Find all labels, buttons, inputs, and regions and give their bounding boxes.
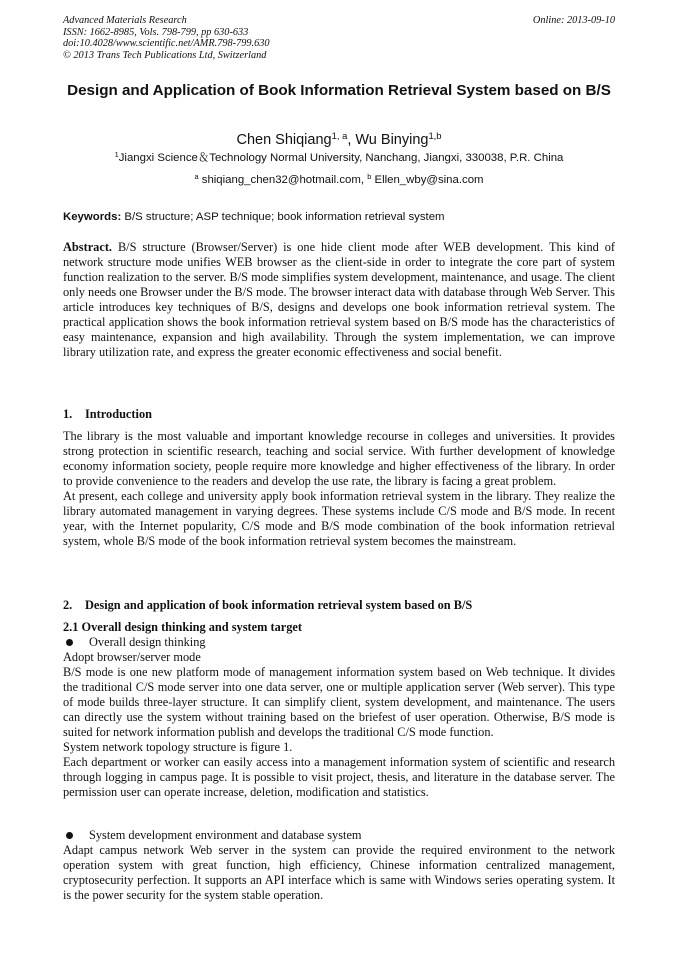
author-line: [63, 131, 615, 149]
bullet-overall-design-text: Overall design thinking: [89, 635, 206, 649]
doi-line: doi:10.4028/www.scientific.net/AMR.798-799.630: [63, 38, 270, 49]
paper-title: Design and Application of Book Information Retrieval System based on B/S: [67, 82, 611, 99]
abstract: [63, 240, 615, 360]
abstract-text: B/S structure (Browser/Server) is one hide client mode after WEB development. This kind of network structure mode unifies WEB browser as the client-side in order to integrate the core part of system function realization to the server. B/S mode simplifies system development, maintenance, and usage. The client only needs one Browser under the B/S mode. The browser interact data with database through Web Server. This article introduces key techniques of B/S, designs and develops one book information retrieval system. The practical application shows the book information retrieval system based on B/S mode has the characteristics of easy maintenance, expansion and high availability. Through the system implementation, we can improve library utilization rate, and express the greater economic effectiveness and social benefit.: [63, 240, 615, 359]
section-2-paragraph-1: B/S mode is one new platform mode of management information system based on Web technique. It divides the traditional C/S mode server into one data server, one or multiple application server (Web server). This type of mode builds three-layer structure. It can simplify client, system development, and maintenance. The users can directly use the system without training based on the briefest of user operation. Otherwise, B/S mode is suited for network information publish and develops the traditional C/S mode function.: [63, 665, 615, 739]
section-2-body: [63, 620, 615, 800]
subsection-2-1-title: 2.1 Overall design thinking and system target: [63, 620, 302, 634]
section-1-title: Introduction: [85, 407, 152, 421]
keywords-label: Keywords:: [63, 211, 122, 223]
author-2: Wu Binying: [355, 132, 429, 148]
email-b-mark: b: [367, 171, 372, 181]
email-a: shiqiang_chen32@hotmail.com,: [198, 174, 368, 186]
section-2-paragraph-3: Adapt campus network Web server in the system can provide the required environment to the network operation system with great function, high efficiency, Chinese information centralized management, cryptosecurity perfection. It supports an API interface which is same with Windows series operating system. It is the power security for the system stable operation.: [63, 843, 615, 902]
author-1-affil-mark: 1, a: [331, 129, 348, 141]
online-date: Online: 2013-09-10: [532, 15, 615, 26]
section-2-number: 2.: [63, 598, 73, 612]
affiliation: [63, 151, 615, 166]
author-emails: [63, 173, 615, 188]
bullet-icon: [66, 639, 73, 646]
abstract-label: Abstract.: [63, 240, 113, 254]
section-2-heading: [63, 598, 615, 613]
adopt-mode-line: Adopt browser/server mode: [63, 650, 201, 664]
bullet-icon: [66, 832, 73, 839]
bullet-dev-environment: [63, 828, 615, 843]
section-2-body-continued: [63, 828, 615, 903]
copyright-line: © 2013 Trans Tech Publications Ltd, Switzerland: [63, 49, 267, 61]
section-1-paragraph-1: The library is the most valuable and important knowledge recourse in colleges and universities. It provides strong protection in scientific research, teaching and social service. With further development of knowledge economy information society, people require more knowledge and higher effectiveness of the library. In order to provide convenience to the readers and develop the use rate, the library is facing a great problem.: [63, 429, 615, 488]
issn-line: ISSN: 1662-8985, Vols. 798-799, pp 630-633: [63, 26, 249, 38]
journal-name: Advanced Materials Research: [63, 15, 187, 26]
author-1: Chen Shiqiang: [236, 132, 332, 148]
author-separator: ,: [347, 132, 356, 148]
section-2-title: Design and application of book information retrieval system based on B/S: [85, 598, 473, 612]
section-2-paragraph-2: Each department or worker can easily access into a management information system of scientific and research through logging in campus page. It is possible to visit project, thesis, and literature in the database server. The permission user can operate increase, deletion, modification and statistics.: [63, 755, 615, 799]
section-1-heading: [63, 407, 615, 422]
section-1-paragraph-2: At present, each college and university apply book information retrieval system in the library. They realize the library automated management in varying degrees. These systems include C/S mode and B/S mode. In recent year, with the Internet popularity, C/S mode and B/S mode combination of the book information retrieval system, whole B/S mode of the book information retrieval system becomes the mainstream.: [63, 489, 615, 548]
topology-line: System network topology structure is figure 1.: [63, 740, 293, 754]
keywords: [63, 210, 615, 224]
author-2-affil-mark: 1,b: [428, 129, 442, 141]
email-b: Ellen_wby@sina.com: [371, 174, 484, 186]
affiliation-text: Jiangxi Science＆Technology Normal University, Nanchang, Jiangxi, 330038, P.R. China: [118, 152, 564, 164]
journal-metadata: [63, 15, 270, 61]
affiliation-mark: 1: [114, 149, 119, 159]
section-1-number: 1.: [63, 407, 73, 421]
bullet-overall-design: [63, 635, 615, 650]
keywords-text: B/S structure; ASP technique; book information retrieval system: [121, 211, 445, 223]
email-a-mark: a: [194, 171, 199, 181]
section-1-body: [63, 429, 615, 549]
bullet-dev-environment-text: System development environment and database system: [89, 828, 362, 842]
